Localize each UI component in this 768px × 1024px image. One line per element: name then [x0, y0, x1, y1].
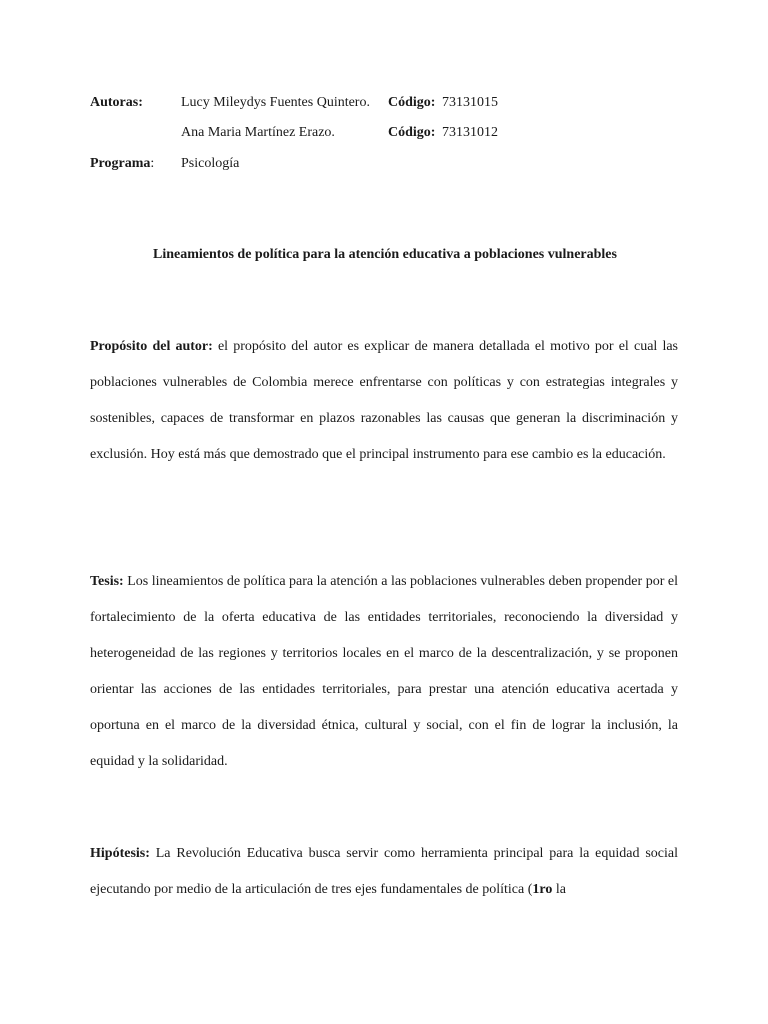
hipotesis-label: Hipótesis: [90, 846, 150, 861]
program-label-row [90, 154, 154, 174]
author-name-2: Ana Maria Martínez Erazo. [181, 125, 335, 140]
program-colon: : [150, 156, 155, 171]
hipotesis-bold-tail: 1ro [532, 882, 553, 897]
hipotesis-text: La Revolución Educativa busca servir como herramienta principal para la equidad social ejecutando por medio de la articulación de tres ejes fundamentales de política ( [90, 846, 678, 897]
tesis-label: Tesis: [90, 574, 124, 589]
tesis-text: Los lineamientos de política para la atención a las poblaciones vulnerables deben propender por el fortalecimiento de la oferta educativa de las entidades territoriales, reconociendo la diversidad y heterogeneidad de las regiones y territorios locales en el marco de la descentralización, y se proponen orientar las acciones de las entidades territoriales, para prestar una atención educativa acertada y oportuna en el marco de la diversidad étnica, cultural y social, con el fin de lograr la inclusión, la equidad y la solidaridad. [90, 574, 678, 769]
code-label-1: Código: [388, 95, 436, 110]
program-label: Programa [90, 156, 151, 171]
tesis-paragraph [90, 564, 678, 780]
author-name-1: Lucy Mileydys Fuentes Quintero. [181, 95, 370, 110]
authors-label: Autoras: [90, 95, 143, 110]
proposito-text: el propósito del autor es explicar de manera detallada el motivo por el cual las poblaciones vulnerables de Colombia merece enfrentarse con políticas y con estrategias integrales y sostenibles, capaces de transformar en plazos razonables las causas que generan la discriminación y exclusión. Hoy está más que demostrado que el principal instrumento para ese cambio es la educación. [90, 339, 678, 462]
document-title: Lineamientos de política para la atención educativa a poblaciones vulnerables [153, 247, 617, 262]
proposito-paragraph [90, 329, 678, 473]
program-value: Psicología [181, 156, 240, 171]
code-value-2: 73131012 [442, 125, 498, 140]
code-value-1: 73131015 [442, 95, 498, 110]
code-label-2: Código: [388, 125, 436, 140]
hipotesis-tail: la [552, 882, 566, 897]
proposito-label: Propósito del autor: [90, 339, 213, 354]
hipotesis-paragraph [90, 836, 678, 908]
